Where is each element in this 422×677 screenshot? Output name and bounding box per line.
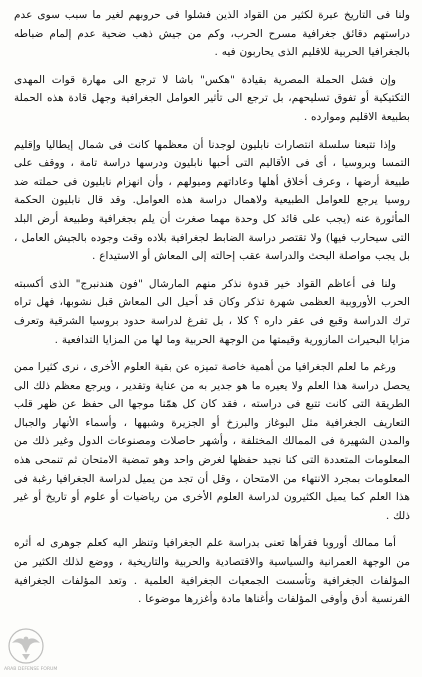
paragraph-hicks-campaign: وإن فشل الحملة المصرية بقيادة "هكس" باشا لا ترجع الى مهارة قوات المهدى التكتيكية أو تفوق تسليحهم، بل ترجع الى تأثير العوامل الجغرافية وجهل قادة هذه الحملة بطبيعة الاقليم وموارده . bbox=[14, 73, 410, 123]
paragraph-hindenburg: ولنا فى أعاظم القواد خير قدوة نذكر منهم المارشال "فون هندنبرج" الذى أكسبته الحرب الأوروبية العظمى شهرة تذكر وكان قد أحيل الى المعاش قبل نشوبها، فهل تراه ترك الدراسة وقبع فى عقر داره ؟ كلا ، بل تفرغ لدراسة حدود بروسيا الشرقية وتعرف مزايا البحيرات المازورية وقيمتها من الوجهة الحربية وما لها من المزايا التدافعية . bbox=[14, 277, 410, 346]
paragraph-europe-geography: أما ممالك أوروبا فقرأها تعنى بدراسة علم الجغرافيا وتنظر اليه كعلم جوهرى له أثره من الوجهة العمرانية والسياسية والاقتصادية والحربية والتاريخية ، ووضع لذلك الكثير من المؤلفات الجغرافية وتأسست الجمعيات الجغرافية العلمية . وتعد المؤلفات الجغرافية الفرنسية أدق وأوفى المؤلفات وأغناها مادة وأغزرها موضوعا . bbox=[14, 537, 410, 606]
watermark-text: ARAB DEFENSE FORUM bbox=[4, 667, 58, 672]
paragraph-napoleon-victories: وإذا تتبعنا سلسلة انتصارات نابليون لوجدنا أن معظمها كانت فى شمال إيطاليا وإقليم التمسا وبروسيا ، أى فى الأقاليم التى أحبها نابليون ودرسها دراسة تامة ، ووقف على طبيعة أرضها ، وعرف أخلاق أهلها وعاداتهم وميولهم ، وأن انهزام نابليون فى حملته ضد روسيا يرجع للعوامل الطبيعية ولاهمال دراسة هذه العوامل. وقد قال نابليون الحكمة المأثورة عنه (يجب على قائد كل وحدة مهما صغرت أن يلم بجغرافية وطبيعة أرض البلد التى سيحارب فيها) ولا تقتصر دراسة الضابط لجغرافية بلاده وقت وجوده بالجيش العامل ، بل يجب مواصلة البحث والدراسة عقب إحالته إلى المعاش أو الاستيداع . bbox=[14, 138, 410, 263]
watermark-logo bbox=[4, 627, 58, 672]
paragraph-history-lesson: ولنا فى التاريخ عبرة لكثير من القواد الذين فشلوا فى حروبهم لغير ما سبب سوى عدم دراستهم دقائق جغرافية مسرح الحرب، وكم من جيش ذهب ضحية عدم إلمام ضباطه بالجغرافيا الحربية للاقليم الذى يحاربون فيه . bbox=[14, 9, 410, 59]
paragraph-geography-importance: ورغم ما لعلم الجغرافيا من أهمية خاصة تميزه عن بقية العلوم الأخرى ، نرى كثيرا ممن يحصل دراسة هذا العلم ولا يعيره ما هو جدير به من عناية وتقدير ، ويرجع معظم ذلك الى الطريقة التى كانت تتبع فى دراسته ، فقد كان كل همّنا موجها الى حفظ عن ظهر قلب التعاريف الجغرافية مثل البوغاز والبرزخ أو الجزيرة وشبهها ، وأسماء الأنهار والجبال والمدن الشهيرة فى الممالك المختلفة ، وأشهر حاصلات ومصنوعات الدول وغير ذلك من المعلومات المتعددة التى كنا نجيد حفظها لغرض واحد وهو تمضية الامتحان ثم تنمحى هذه المعلومات بمجرد الانتهاء من الامتحان ، وقل أن تجد من يميل لدراسة الجغرافيا رغبة فى هذا العلم كما يميل الكثيرون لدراسة العلوم الأخرى من رياضيات أو علوم أو تاريخ أو غير ذلك . bbox=[14, 361, 410, 522]
eagle-emblem-icon bbox=[4, 627, 48, 665]
